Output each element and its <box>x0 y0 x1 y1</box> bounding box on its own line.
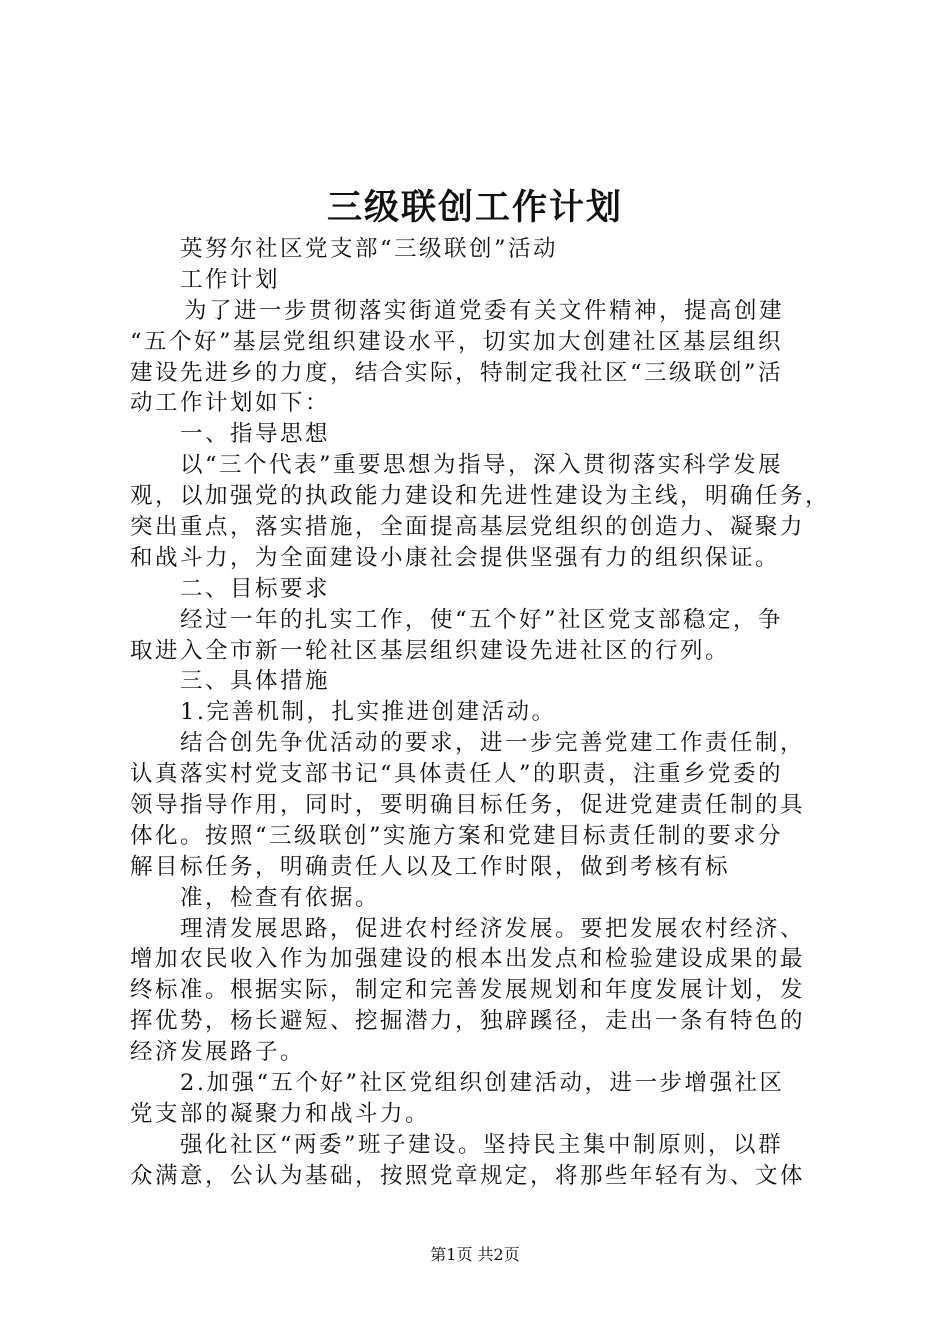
paragraph-line: 建设先进乡的力度，结合实际，特制定我社区“三级联创”活 <box>130 359 784 386</box>
paragraph-line: 观，以加强党的执政能力建设和先进性建设为主线，明确任务， <box>130 483 830 510</box>
paragraph-line: 以“三个代表”重要思想为指导，深入贯彻落实科学发展 <box>180 452 784 479</box>
subsection-heading: 1.完善机制，扎实推进创建活动。 <box>180 699 557 726</box>
paragraph-line: 认真落实村党支部书记“具体责任人”的职责，注重乡党委的 <box>130 761 784 788</box>
paragraph-line: 党支部的凝聚力和战斗力。 <box>130 1100 431 1127</box>
paragraph-line: 取进入全市新一轮社区基层组织建设先进社区的行列。 <box>130 637 731 664</box>
paragraph-line: 终标准。根据实际，制定和完善发展规划和年度发展计划，发 <box>130 977 806 1004</box>
paragraph-line: 结合创先争优活动的要求，进一步完善党建工作责任制， <box>180 730 806 757</box>
paragraph-line: 增加农民收入作为加强建设的根本出发点和检验建设成果的最 <box>130 946 806 973</box>
paragraph-line: 理清发展思路，促进农村经济发展。要把发展农村经济、 <box>180 915 806 942</box>
paragraph-line: 动工作计划如下： <box>130 390 331 417</box>
page-footer: 第1页 共2页 <box>430 1245 520 1264</box>
section-heading: 二、目标要求 <box>180 575 331 602</box>
paragraph-line: 挥优势，杨长避短、挖掘潜力，独辟蹊径，走出一条有特色的 <box>130 1008 806 1035</box>
paragraph-line: 体化。按照“三级联创”实施方案和党建目标责任制的要求分 <box>130 822 784 849</box>
paragraph-line: 经过一年的扎实工作，使“五个好”社区党支部稳定，争 <box>180 606 784 633</box>
paragraph-line: 准，检查有依据。 <box>180 884 381 911</box>
document-body <box>130 234 830 1192</box>
section-heading: 三、具体措施 <box>180 668 331 695</box>
paragraph-line: “五个好”基层党组织建设水平，切实加大创建社区基层组织 <box>130 328 784 355</box>
paragraph-line: 工作计划 <box>180 266 281 293</box>
paragraph-line: 众满意，公认为基础，按照党章规定，将那些年轻有为、文体 <box>130 1162 806 1189</box>
paragraph-line: 强化社区“两委”班子建设。坚持民主集中制原则，以群 <box>180 1131 784 1158</box>
subsection-heading: 2.加强“五个好”社区党组织创建活动，进一步增强社区 <box>180 1070 785 1097</box>
document-title: 三级联创工作计划 <box>326 187 623 228</box>
paragraph-line: 为了进一步贯彻落实街道党委有关文件精神，提高创建 <box>184 297 785 324</box>
paragraph-line: 英努尔社区党支部“三级联创”活动 <box>180 236 559 262</box>
paragraph-line: 和战斗力，为全面建设小康社会提供坚强有力的组织保证。 <box>130 544 781 571</box>
paragraph-line: 突出重点，落实措施，全面提高基层党组织的创造力、凝聚力 <box>130 514 806 541</box>
paragraph-line: 领导指导作用，同时，要明确目标任务，促进党建责任制的具 <box>130 792 806 819</box>
paragraph-line: 经济发展路子。 <box>130 1039 306 1066</box>
section-heading: 一、指导思想 <box>180 421 331 448</box>
paragraph-line: 解目标任务，明确责任人以及工作时限，做到考核有标 <box>130 853 731 880</box>
